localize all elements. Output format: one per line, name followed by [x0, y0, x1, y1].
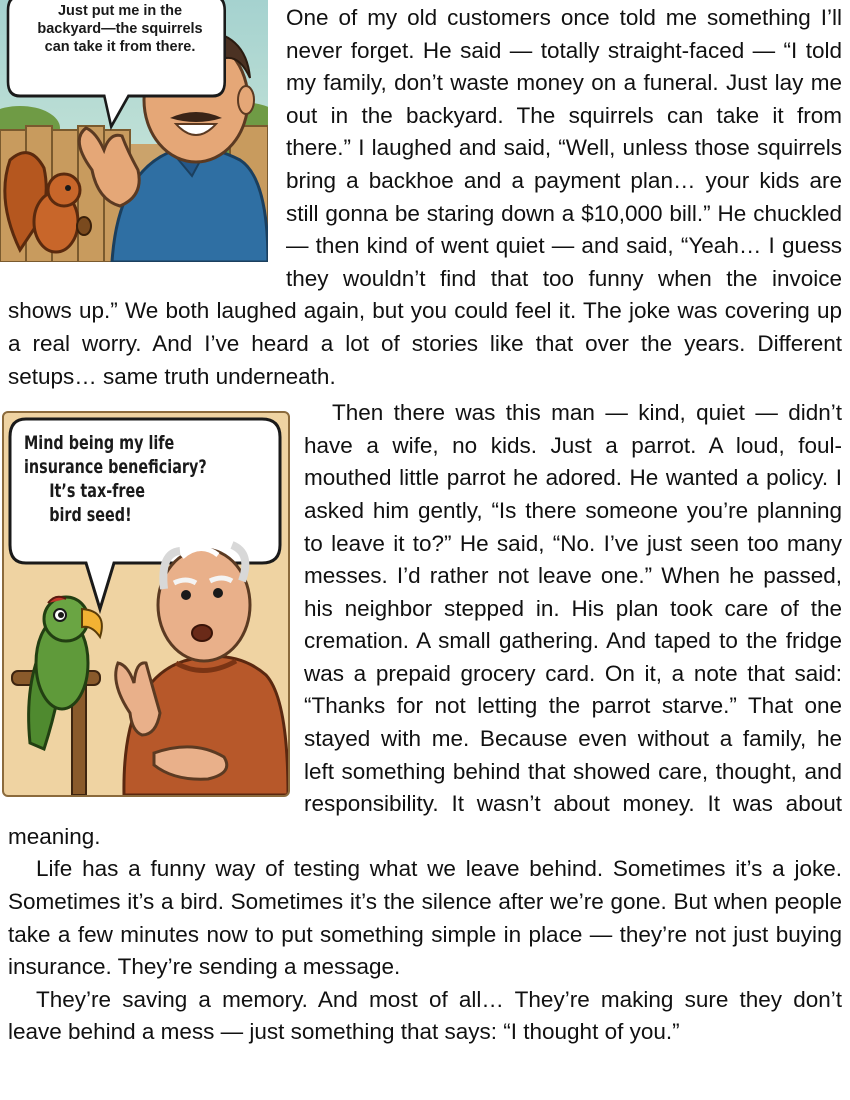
speech-line-1: Mind being my life: [24, 432, 175, 455]
paragraph-parrot-text: Then there was this man — kind, quiet — didn’t have a wife, no kids. Just a parrot. A loud, foul-mouthed little parrot he adored. He wanted a policy. I asked him gently, “Is there someone you’re planning to leave it to?” He said, “No. I’ve just seen too many messes. I’d rather not leave one.” When he passed, his neighbor stepped in. His plan took care of the cremation. A small gathering. And taped to the fridge was a prepaid grocery card. On it, a note that said: “Thanks for not letting the parrot starve.” That one stayed with me. Because even without a family, he left something behind that showed care, thought, and responsibility. It wasn’t about money. It was about meaning.: [8, 400, 842, 849]
paragraph-closing: They’re saving a memory. And most of all… They’re making sure they don’t leave behind a mess — just something that says: “I thought of you.”: [8, 986, 842, 1045]
squirrel-speech-bubble: Just put me in the backyard—the squirrels can take it from there.: [37, 3, 203, 55]
speech-line-4: bird seed!: [49, 504, 132, 527]
speech-line-2: insurance beneficiary?: [24, 456, 207, 479]
parrot-speech-bubble: [24, 431, 259, 527]
paragraph-life-testing: Life has a funny way of testing what we leave behind. Sometimes it’s a joke. Sometimes it’s a bird. Sometimes it’s the silence after we’re gone. But when people take a few minutes now to put something simple in place — they’re not just buying insurance. They’re sending a message.: [8, 856, 842, 980]
speech-line-3: It’s tax-free: [49, 480, 145, 503]
squirrel-backyard-illustration: [0, 0, 268, 262]
parrot-illustration: [2, 411, 290, 797]
paragraph-squirrel-story: One of my old customers once told me something I’ll never forget. He said — totally straight-faced — “I told my family, don’t waste money on a funeral. Just lay me out in the backyard. The squirrels can take it from there.” I laughed and said, “Well, unless those squirrels bring a backhoe and a payment plan… your kids are still gonna be staring down a $10,000 bill.” He chuckled — then kind of went quiet — and said, “Yeah… I guess they wouldn’t find that too funny when the invoice shows up.” We both laughed again, but you could feel it. The joke was covering up a real worry. And I’ve heard a lot of stories like that over the years. Different setups… same truth underneath.: [8, 5, 842, 389]
